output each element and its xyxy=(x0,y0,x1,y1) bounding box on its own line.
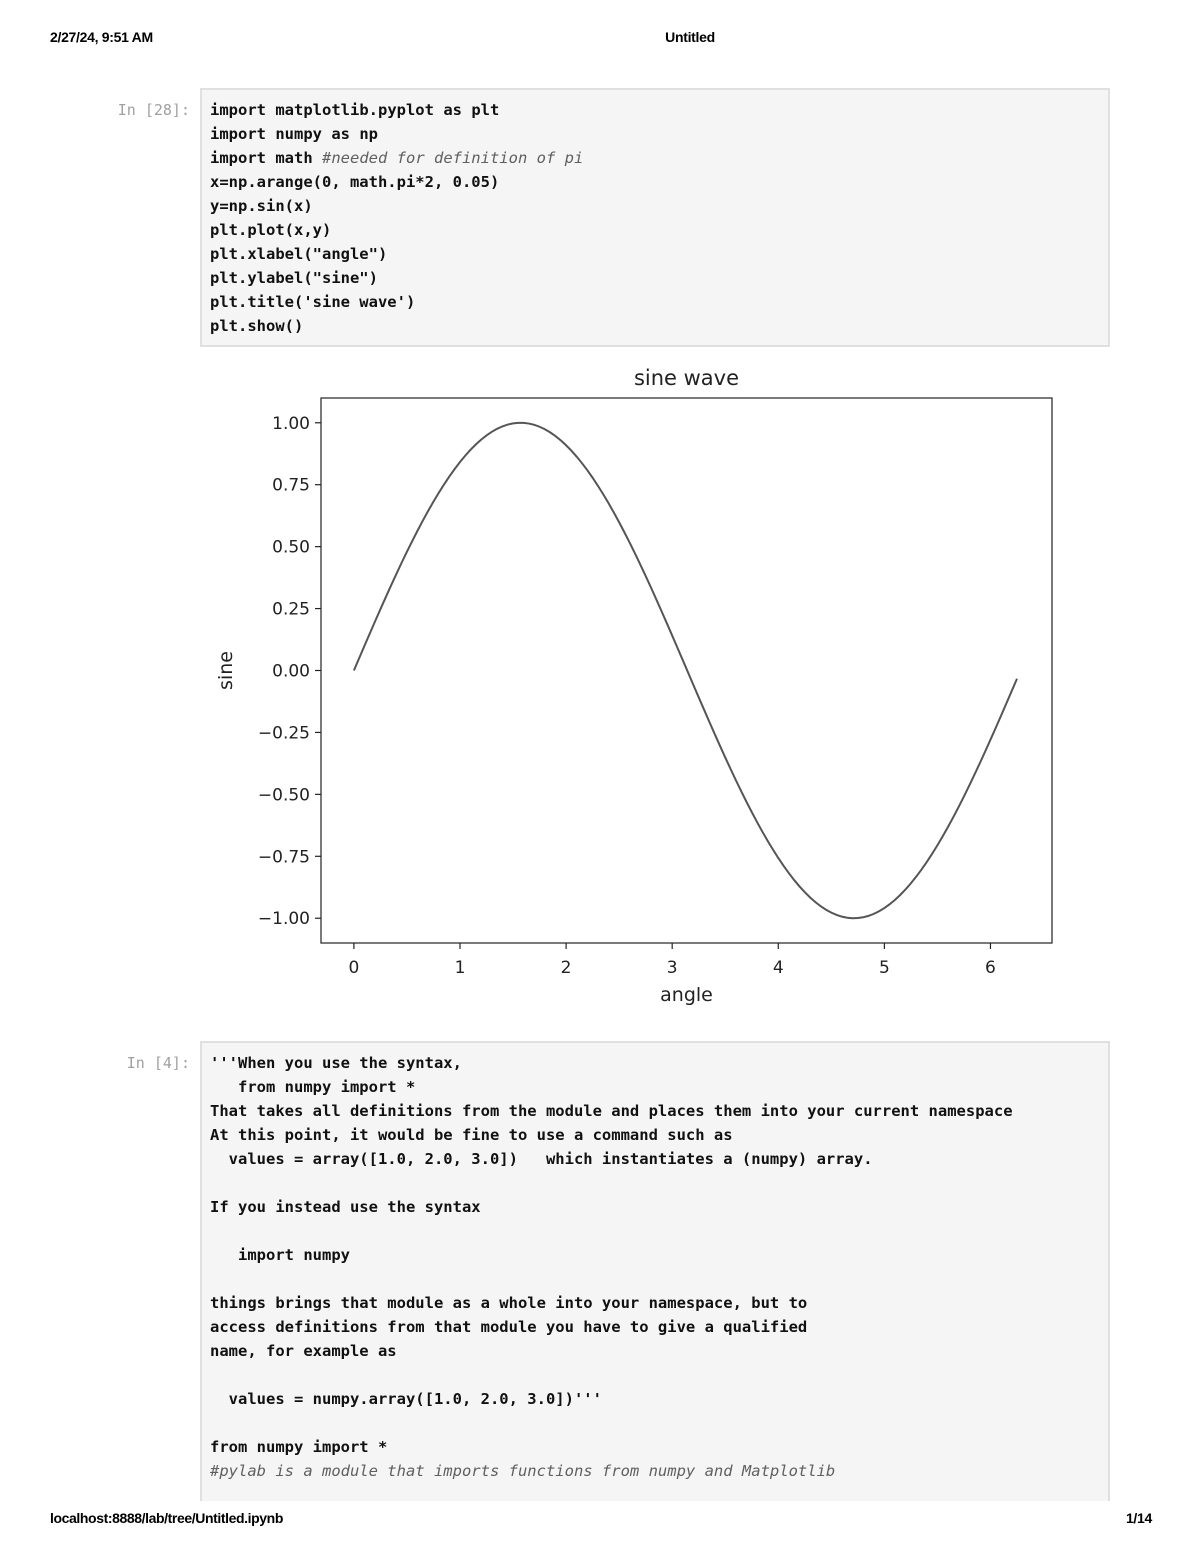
print-date: 2/27/24, 9:51 AM xyxy=(50,29,153,45)
x-tick-label: 2 xyxy=(560,958,572,978)
code-line: values = numpy.array([1.0, 2.0, 3.0])''' xyxy=(210,1390,602,1408)
code-line: plt.xlabel("angle") xyxy=(210,245,388,263)
y-axis-title: sine xyxy=(215,651,237,690)
code-line: from numpy import * xyxy=(210,1078,416,1096)
y-axis xyxy=(258,414,321,929)
code-line xyxy=(210,1219,1108,1243)
code-line: #pylab is a module that imports functions from numpy and Matplotlib xyxy=(210,1462,836,1480)
cell-prompt: In [4]: xyxy=(126,1054,190,1072)
x-axis xyxy=(348,943,995,978)
y-tick-label: 0.00 xyxy=(272,661,310,682)
code-line: access definitions from that module you have to give a qualified xyxy=(210,1318,808,1336)
x-tick-label: 4 xyxy=(772,958,784,978)
code-line: name, for example as xyxy=(210,1342,397,1360)
code-line: If you instead use the syntax xyxy=(210,1198,481,1216)
code-line: plt.ylabel("sine") xyxy=(210,269,378,287)
page-number: 1/14 xyxy=(1125,1510,1152,1526)
code-line: import numpy as np xyxy=(210,125,378,143)
code-cell[interactable] xyxy=(200,1041,1110,1501)
code-line: import math #needed for definition of pi xyxy=(210,149,584,167)
code-line: x=np.arange(0, math.pi*2, 0.05) xyxy=(210,173,500,191)
code-editor[interactable] xyxy=(202,1043,1108,1483)
code-line xyxy=(210,1171,1108,1195)
code-line: from numpy import * xyxy=(210,1438,388,1456)
cell-prompt: In [28]: xyxy=(117,101,190,119)
y-tick-label: 1.00 xyxy=(272,413,310,434)
code-line xyxy=(210,1267,1108,1291)
code-line: y=np.sin(x) xyxy=(210,197,313,215)
notebook-title: Untitled xyxy=(665,29,715,45)
code-line: plt.plot(x,y) xyxy=(210,221,332,239)
code-line: At this point, it would be fine to use a command such as xyxy=(210,1126,733,1144)
y-tick-label: 0.75 xyxy=(272,475,310,496)
code-line: values = array([1.0, 2.0, 3.0]) which instantiates a (numpy) array. xyxy=(210,1150,873,1168)
y-tick-label: −1.00 xyxy=(257,909,310,930)
x-tick-label: 0 xyxy=(348,958,360,978)
x-tick-label: 3 xyxy=(666,958,678,978)
code-line: import numpy xyxy=(210,1246,350,1264)
y-tick-label: 0.50 xyxy=(272,537,310,558)
y-tick-label: −0.75 xyxy=(257,847,310,868)
code-line: import matplotlib.pyplot as plt xyxy=(210,101,500,119)
chart-title: sine wave xyxy=(633,366,740,390)
y-tick-label: 0.25 xyxy=(272,599,310,620)
code-line: '''When you use the syntax, xyxy=(210,1054,462,1072)
code-line: plt.show() xyxy=(210,317,304,335)
code-line: That takes all definitions from the module and places them into your current namespace xyxy=(210,1102,1013,1120)
code-line: things brings that module as a whole into your namespace, but to xyxy=(210,1294,808,1312)
y-tick-label: −0.25 xyxy=(257,723,310,744)
code-line xyxy=(210,1363,1108,1387)
x-axis-title: angle xyxy=(660,984,713,1006)
x-tick-label: 6 xyxy=(985,958,996,978)
y-tick-label: −0.50 xyxy=(257,785,310,806)
code-line xyxy=(210,1411,1108,1435)
code-line: plt.title('sine wave') xyxy=(210,293,416,311)
x-tick-label: 1 xyxy=(454,958,466,978)
page-url: localhost:8888/lab/tree/Untitled.ipynb xyxy=(50,1510,283,1526)
x-tick-label: 5 xyxy=(878,958,890,978)
